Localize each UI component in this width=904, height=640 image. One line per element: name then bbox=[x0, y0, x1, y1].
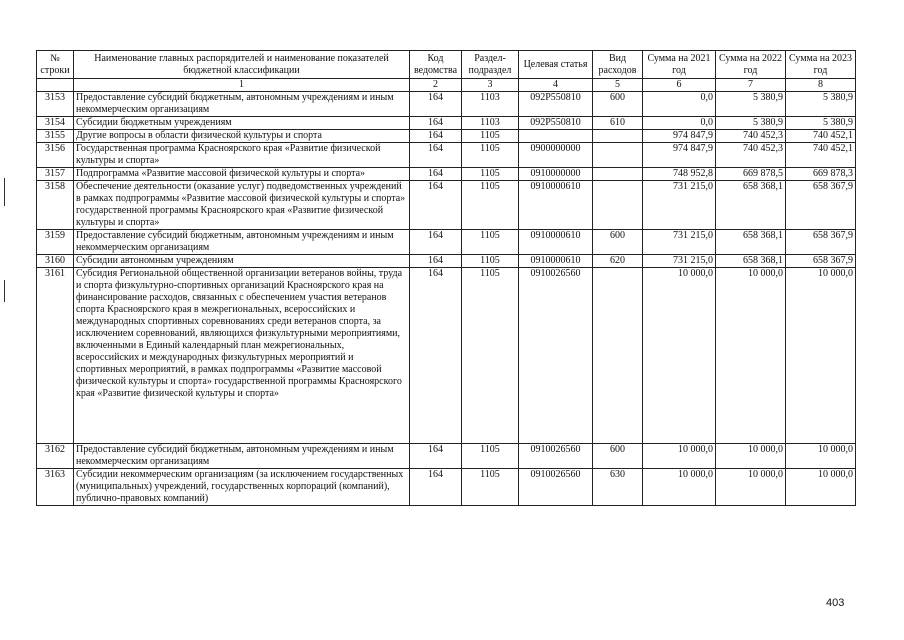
row-exp-type bbox=[593, 168, 643, 181]
col-number: 7 bbox=[716, 79, 786, 92]
margin-mark-1 bbox=[4, 178, 5, 206]
row-dept-code: 164 bbox=[410, 168, 462, 181]
col-number: 5 bbox=[593, 79, 643, 92]
row-target: 0910000610 bbox=[519, 230, 593, 255]
row-dept-code: 164 bbox=[410, 143, 462, 168]
col-number: 3 bbox=[462, 79, 519, 92]
row-number: 3159 bbox=[37, 230, 74, 255]
row-exp-type: 610 bbox=[593, 117, 643, 130]
row-target: 0910000000 bbox=[519, 168, 593, 181]
row-number: 3153 bbox=[37, 92, 74, 117]
row-exp-type: 620 bbox=[593, 255, 643, 268]
row-section: 1105 bbox=[462, 255, 519, 268]
row-section: 1103 bbox=[462, 92, 519, 117]
row-sum-2022: 5 380,9 bbox=[716, 117, 786, 130]
row-number: 3158 bbox=[37, 181, 74, 230]
row-section: 1105 bbox=[462, 181, 519, 230]
row-dept-code: 164 bbox=[410, 255, 462, 268]
row-sum-2021: 748 952,8 bbox=[643, 168, 716, 181]
row-dept-code: 164 bbox=[410, 130, 462, 143]
row-section: 1105 bbox=[462, 168, 519, 181]
budget-table bbox=[36, 50, 856, 506]
row-sum-2021: 731 215,0 bbox=[643, 181, 716, 230]
row-name: Субсидии некоммерческим организациям (за исключением государственных (муниципальных) учреждений, государственных корпораций (компаний), публично-правовых компаний) bbox=[74, 469, 410, 506]
row-target: 0910026560 bbox=[519, 469, 593, 506]
row-sum-2021: 0,0 bbox=[643, 92, 716, 117]
row-sum-2023: 10 000,0 bbox=[786, 469, 856, 506]
page-number: 403 bbox=[826, 597, 845, 609]
row-sum-2021: 731 215,0 bbox=[643, 230, 716, 255]
row-sum-2023: 658 367,9 bbox=[786, 230, 856, 255]
row-name: Предоставление субсидий бюджетным, автономным учреждениям и иным некоммерческим организациям bbox=[74, 92, 410, 117]
row-dept-code: 164 bbox=[410, 181, 462, 230]
row-sum-2021: 974 847,9 bbox=[643, 143, 716, 168]
row-name: Субсидия Региональной общественной организации ветеранов войны, труда и спорта физкультурно-спортивных организаций Красноярского края на финансирование расходов, связанных с обеспечением участия ветеранов спорта Красноярского края в межрегиональных, всероссийских и международных спортивных соревнованиях среди ветеранов спорта, за исключением соревнований, являющихся физкультурными мероприятиями, включенными в Единый календарный план межрегиональных, всероссийских и международных физкультурных мероприятий и спортивных мероприятий, в рамках подпрограммы «Развитие массовой физической культуры и спорта» государственной программы Красноярского края «Развитие физической культуры и спорта» bbox=[74, 268, 410, 444]
row-number: 3160 bbox=[37, 255, 74, 268]
row-sum-2023: 669 878,3 bbox=[786, 168, 856, 181]
header-sum-2023: Сумма на 2023 год bbox=[786, 51, 856, 79]
row-section: 1105 bbox=[462, 230, 519, 255]
header-name: Наименование главных распорядителей и наименование показателей бюджетной классификации bbox=[74, 51, 410, 79]
row-number: 3156 bbox=[37, 143, 74, 168]
col-number: 1 bbox=[74, 79, 410, 92]
row-sum-2022: 669 878,5 bbox=[716, 168, 786, 181]
table-row bbox=[37, 181, 856, 230]
header-row-no: № строки bbox=[37, 51, 74, 79]
row-number: 3163 bbox=[37, 469, 74, 506]
row-dept-code: 164 bbox=[410, 444, 462, 469]
header-exp-type: Вид расходов bbox=[593, 51, 643, 79]
row-exp-type: 600 bbox=[593, 92, 643, 117]
col-number: 2 bbox=[410, 79, 462, 92]
row-section: 1105 bbox=[462, 143, 519, 168]
row-sum-2023: 740 452,1 bbox=[786, 143, 856, 168]
row-sum-2022: 658 368,1 bbox=[716, 255, 786, 268]
table-row bbox=[37, 168, 856, 181]
row-section: 1105 bbox=[462, 130, 519, 143]
header-dept-code: Код ведомства bbox=[410, 51, 462, 79]
col-number: 8 bbox=[786, 79, 856, 92]
table-row bbox=[37, 130, 856, 143]
column-number-row bbox=[37, 79, 856, 92]
row-section: 1105 bbox=[462, 469, 519, 506]
row-section: 1105 bbox=[462, 268, 519, 444]
row-dept-code: 164 bbox=[410, 230, 462, 255]
row-sum-2023: 5 380,9 bbox=[786, 92, 856, 117]
table-row bbox=[37, 92, 856, 117]
row-sum-2021: 10 000,0 bbox=[643, 268, 716, 444]
row-number: 3161 bbox=[37, 268, 74, 444]
row-target: 0910026560 bbox=[519, 444, 593, 469]
row-sum-2021: 10 000,0 bbox=[643, 469, 716, 506]
row-name: Предоставление субсидий бюджетным, автономным учреждениям и иным некоммерческим организациям bbox=[74, 230, 410, 255]
table-row bbox=[37, 255, 856, 268]
row-sum-2021: 731 215,0 bbox=[643, 255, 716, 268]
row-sum-2021: 10 000,0 bbox=[643, 444, 716, 469]
row-exp-type: 600 bbox=[593, 230, 643, 255]
row-target: 0910000610 bbox=[519, 255, 593, 268]
row-sum-2022: 10 000,0 bbox=[716, 444, 786, 469]
row-name: Обеспечение деятельности (оказание услуг) подведомственных учреждений в рамках подпрограммы «Развитие массовой физической культуры и спорта» государственной программы Красноярского края «Развитие физической культуры и спорта» bbox=[74, 181, 410, 230]
header-sum-2021: Сумма на 2021 год bbox=[643, 51, 716, 79]
row-sum-2022: 5 380,9 bbox=[716, 92, 786, 117]
header-row bbox=[37, 51, 856, 79]
row-target bbox=[519, 130, 593, 143]
row-sum-2023: 658 367,9 bbox=[786, 255, 856, 268]
row-target: 092P550810 bbox=[519, 117, 593, 130]
row-sum-2022: 740 452,3 bbox=[716, 130, 786, 143]
row-section: 1103 bbox=[462, 117, 519, 130]
row-exp-type bbox=[593, 143, 643, 168]
row-exp-type: 630 bbox=[593, 469, 643, 506]
row-sum-2022: 740 452,3 bbox=[716, 143, 786, 168]
row-sum-2022: 658 368,1 bbox=[716, 181, 786, 230]
row-sum-2023: 740 452,1 bbox=[786, 130, 856, 143]
row-name: Другие вопросы в области физической культуры и спорта bbox=[74, 130, 410, 143]
table-row bbox=[37, 117, 856, 130]
row-exp-type bbox=[593, 130, 643, 143]
header-target: Целевая статья bbox=[519, 51, 593, 79]
col-number bbox=[37, 79, 74, 92]
row-sum-2021: 974 847,9 bbox=[643, 130, 716, 143]
row-sum-2023: 10 000,0 bbox=[786, 268, 856, 444]
row-name: Предоставление субсидий бюджетным, автономным учреждениям и иным некоммерческим организациям bbox=[74, 444, 410, 469]
row-name: Субсидии автономным учреждениям bbox=[74, 255, 410, 268]
row-exp-type bbox=[593, 268, 643, 444]
col-number: 6 bbox=[643, 79, 716, 92]
row-target: 0910000610 bbox=[519, 181, 593, 230]
row-sum-2021: 0,0 bbox=[643, 117, 716, 130]
row-dept-code: 164 bbox=[410, 117, 462, 130]
row-target: 092P550810 bbox=[519, 92, 593, 117]
row-number: 3162 bbox=[37, 444, 74, 469]
row-sum-2022: 658 368,1 bbox=[716, 230, 786, 255]
row-exp-type: 600 bbox=[593, 444, 643, 469]
table-row bbox=[37, 444, 856, 469]
row-number: 3157 bbox=[37, 168, 74, 181]
row-section: 1105 bbox=[462, 444, 519, 469]
row-dept-code: 164 bbox=[410, 268, 462, 444]
table-row bbox=[37, 143, 856, 168]
row-name: Подпрограмма «Развитие массовой физической культуры и спорта» bbox=[74, 168, 410, 181]
row-sum-2023: 10 000,0 bbox=[786, 444, 856, 469]
table-row bbox=[37, 230, 856, 255]
row-name: Государственная программа Красноярского края «Развитие физической культуры и спорта» bbox=[74, 143, 410, 168]
row-exp-type bbox=[593, 181, 643, 230]
row-sum-2022: 10 000,0 bbox=[716, 268, 786, 444]
table-row bbox=[37, 469, 856, 506]
margin-mark-2 bbox=[4, 280, 5, 302]
row-sum-2023: 5 380,9 bbox=[786, 117, 856, 130]
row-dept-code: 164 bbox=[410, 92, 462, 117]
row-sum-2022: 10 000,0 bbox=[716, 469, 786, 506]
table-row bbox=[37, 268, 856, 444]
header-sum-2022: Сумма на 2022 год bbox=[716, 51, 786, 79]
row-number: 3155 bbox=[37, 130, 74, 143]
row-target: 0900000000 bbox=[519, 143, 593, 168]
row-name: Субсидии бюджетным учреждениям bbox=[74, 117, 410, 130]
row-number: 3154 bbox=[37, 117, 74, 130]
col-number: 4 bbox=[519, 79, 593, 92]
row-dept-code: 164 bbox=[410, 469, 462, 506]
row-sum-2023: 658 367,9 bbox=[786, 181, 856, 230]
row-target: 0910026560 bbox=[519, 268, 593, 444]
header-section: Раздел-подраздел bbox=[462, 51, 519, 79]
